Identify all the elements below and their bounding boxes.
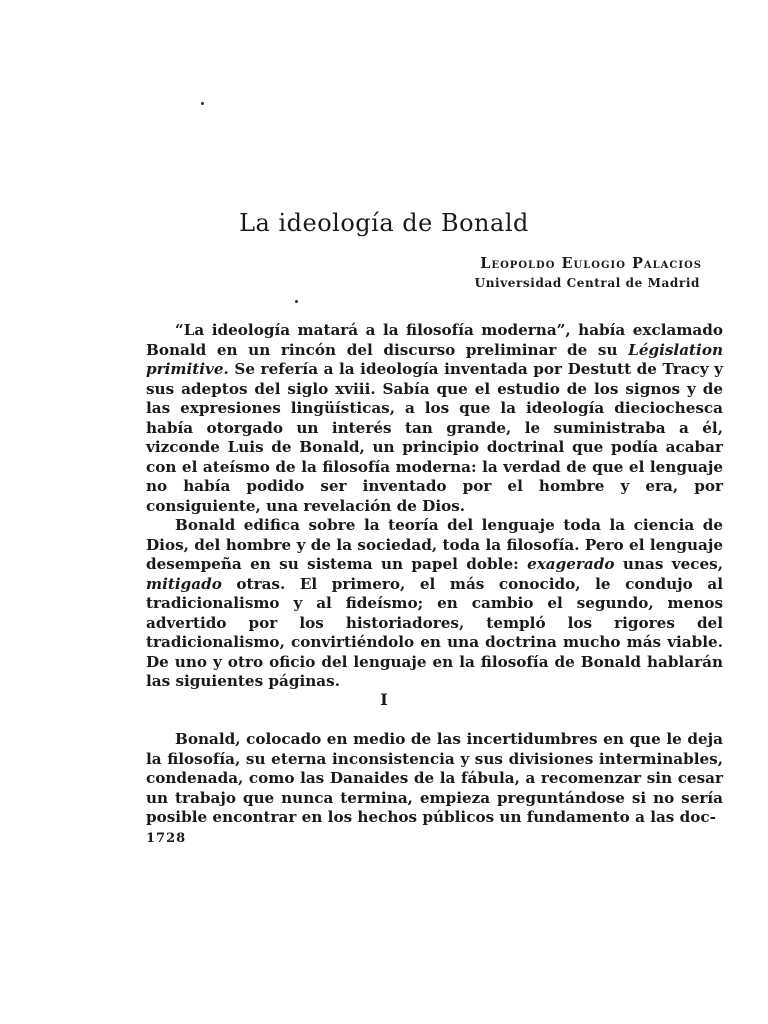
paragraph-text: Bonald edifica sobre la teoría del lenguaje toda la ciencia de Dios, del hombre y de la sociedad, toda la filosofía. Pero el lenguaje desempeña en su sistema un papel doble:	[146, 516, 723, 573]
paragraph	[146, 321, 723, 516]
author-name: Leopoldo Eulogio Palacios	[480, 255, 702, 272]
paragraph-text: Se refería a la ideología inventada por Destutt de Tracy y sus adeptos del siglo xviii. Sabía que el estudio de los signos y de las expresiones lingüísticas, a los que la ideología dieciochesca había otorgado un interés tan grande, le suministraba a él, vizconde Luis de Bonald, un principio doctrinal que podía acabar con el ateísmo de la filosofía moderna: la verdad de que el lenguaje no había podido ser inventado por el hombre y era, por consiguiente, una revelación de Dios.	[146, 360, 723, 515]
scan-speck	[201, 102, 204, 105]
author-affiliation: Universidad Central de Madrid	[474, 276, 700, 290]
article-title: La ideología de Bonald	[239, 209, 529, 237]
section-text	[146, 730, 723, 828]
paragraph-text: unas veces,	[614, 555, 723, 573]
intro-text	[146, 321, 723, 692]
work-title: Législation primitive.	[146, 340, 723, 378]
scan-speck	[295, 300, 298, 303]
emphasized-term: exagerado	[527, 555, 615, 573]
page-number: 1728	[146, 831, 187, 846]
emphasized-term: mitigado	[146, 574, 222, 593]
paragraph	[146, 516, 723, 692]
section-heading: I	[380, 690, 388, 709]
paragraph-text: otras. El primero, el más conocido, le condujo al tradicionalismo y al fideísmo; en cambio el segundo, menos advertido por los historiadores, templó los rigores del tradicionalismo, convirtiéndolo en una doctrina mucho más viable. De uno y otro oficio del lenguaje en la filosofía de Bonald hablarán las siguientes páginas.	[146, 574, 723, 690]
paragraph-text: “La ideología matará a la filosofía moderna”, había exclamado Bonald en un rincón del discurso preliminar de su	[146, 321, 723, 359]
paragraph: Bonald, colocado en medio de las incertidumbres en que le deja la filosofía, su eterna inconsistencia y sus divisiones interminables, condenada, como las Danaides de la fábula, a recomenzar sin cesar un trabajo que nunca termina, empieza preguntándose si no sería posible encontrar en los hechos públicos un fundamento a las doc-	[146, 730, 723, 826]
